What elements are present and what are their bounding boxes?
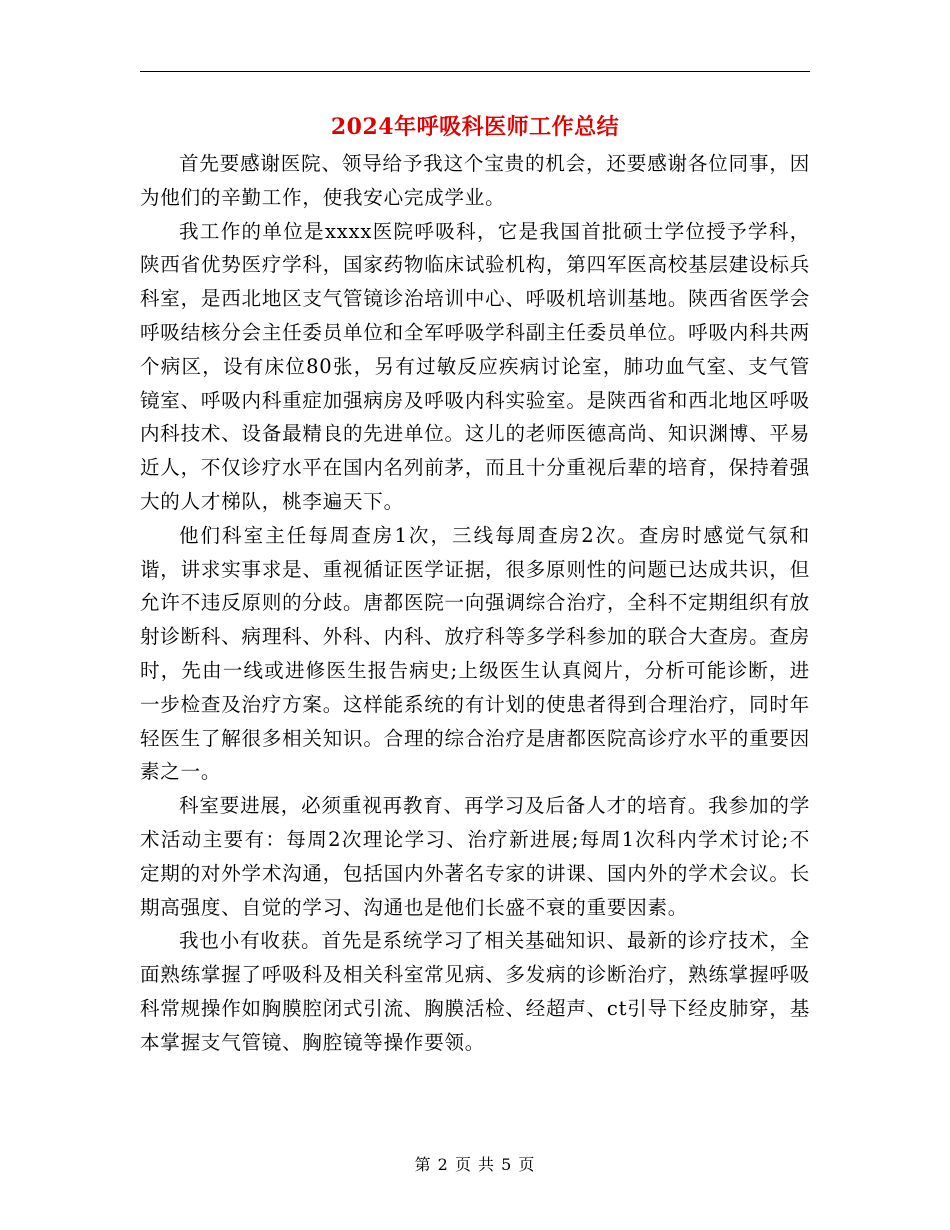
- page-number: 第 2 页 共 5 页: [414, 1155, 536, 1174]
- document-body: [140, 147, 810, 1060]
- paragraph-5: 我也小有收获。首先是系统学习了相关基础知识、最新的诊疗技术，全面熟练掌握了呼吸科及相关科室常见病、多发病的诊断治疗，熟练掌握呼吸科常规操作如胸膜腔闭式引流、胸膜活检、经超声、ct引导下经皮肺穿，基本掌握支气管镜、胸腔镜等操作要领。: [140, 929, 810, 1054]
- header-rule: [140, 71, 810, 72]
- paragraph-3: 他们科室主任每周查房1次，三线每周查房2次。查房时感觉气氛和谐，讲求实事求是、重视循证医学证据，很多原则性的问题已达成共识，但允许不违反原则的分歧。唐都医院一向强调综合治疗，全科不定期组织有放射诊断科、病理科、外科、内科、放疗科等多学科参加的联合大查房。查房时，先由一线或进修医生报告病史;上级医生认真阅片，分析可能诊断，进一步检查及治疗方案。这样能系统的有计划的使患者得到合理治疗，同时年轻医生了解很多相关知识。合理的综合治疗是唐都医院高诊疗水平的重要因素之一。: [140, 523, 810, 784]
- paragraph-4: 科室要进展，必须重视再教育、再学习及后备人才的培育。我参加的学术活动主要有：每周2次理论学习、治疗新进展;每周1次科内学术讨论;不定期的对外学术沟通，包括国内外著名专家的讲课、国内外的学术会议。长期高强度、自觉的学习、沟通也是他们长盛不衰的重要因素。: [140, 794, 810, 919]
- paragraph-2: 我工作的单位是xxxx医院呼吸科，它是我国首批硕士学位授予学科，陕西省优势医疗学科，国家药物临床试验机构，第四军医高校基层建设标兵科室，是西北地区支气管镜诊治培训中心、呼吸机培训基地。陕西省医学会呼吸结核分会主任委员单位和全军呼吸学科副主任委员单位。呼吸内科共两个病区，设有床位80张，另有过敏反应疾病讨论室，肺功血气室、支气管镜室、呼吸内科重症加强病房及呼吸内科实验室。是陕西省和西北地区呼吸内科技术、设备最精良的先进单位。这儿的老师医德高尚、知识渊博、平易近人，不仅诊疗水平在国内名列前茅，而且十分重视后辈的培育，保持着强大的人才梯队，桃李遍天下。: [140, 219, 810, 513]
- paragraph-1: 首先要感谢医院、领导给予我这个宝贵的机会，还要感谢各位同事，因为他们的辛勤工作，使我安心完成学业。: [140, 152, 810, 209]
- document-title: 2024年呼吸科医师工作总结: [330, 114, 620, 140]
